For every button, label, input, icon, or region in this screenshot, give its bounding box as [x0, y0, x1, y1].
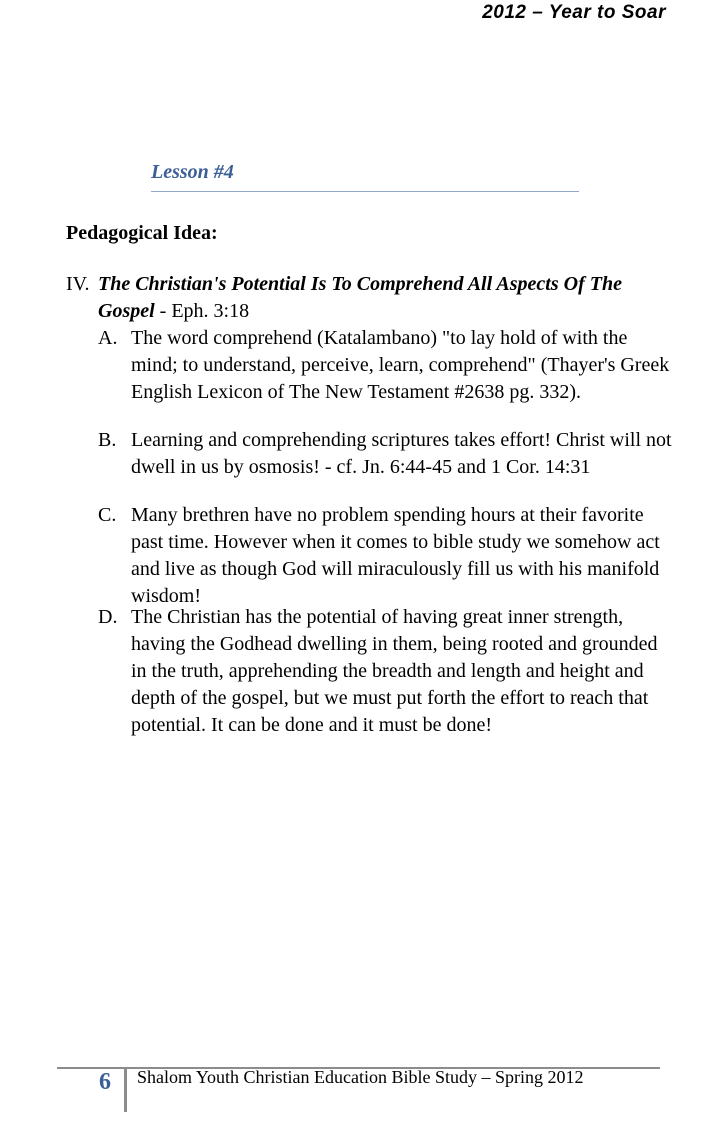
pedagogical-idea-label: Pedagogical Idea:	[66, 222, 218, 244]
lesson-heading: Lesson #4	[151, 161, 234, 183]
page-header-title: 2012 – Year to Soar	[482, 2, 666, 23]
subpoint-letter: C.	[98, 504, 117, 526]
footer-vertical-rule	[124, 1067, 127, 1112]
subpoint-text: The word comprehend (Katalambano) "to lay hold of with the mind; to understand, perceive, learn, comprehend" (Thayer's Greek English Lexicon of The New Testament #2638 pg. 332).	[131, 327, 670, 403]
subpoint-c	[98, 502, 678, 610]
point-title-reference: - Eph. 3:18	[154, 300, 250, 322]
point-title-emphasis: The Christian's Potential Is To Comprehend All Aspects Of The Gospel	[98, 273, 622, 322]
subpoint-b	[98, 427, 678, 481]
lesson-heading-underline	[151, 191, 579, 192]
subpoint-d	[98, 604, 678, 739]
page-number: 6	[99, 1069, 111, 1095]
footer-text: Shalom Youth Christian Education Bible Study – Spring 2012	[137, 1067, 584, 1087]
subpoint-text: The Christian has the potential of having great inner strength, having the Godhead dwelling in them, being rooted and grounded in the truth, apprehending the breadth and length and height and depth of the gospel, but we must put forth the effort to reach that potential. It can be done and it must be done!	[131, 606, 658, 736]
outline-point-number: IV.	[66, 273, 90, 295]
subpoint-text: Many brethren have no problem spending hours at their favorite past time. However when it comes to bible study we somehow act and live as though God will miraculously fill us with his manifold wisdom!	[131, 504, 660, 607]
subpoint-letter: D.	[98, 606, 118, 628]
subpoint-text: Learning and comprehending scriptures takes effort! Christ will not dwell in us by osmosis! - cf. Jn. 6:44-45 and 1 Cor. 14:31	[131, 429, 672, 478]
outline-point-title	[98, 271, 678, 325]
subpoint-letter: A.	[98, 327, 118, 349]
subpoint-letter: B.	[98, 429, 117, 451]
subpoint-a	[98, 325, 678, 406]
